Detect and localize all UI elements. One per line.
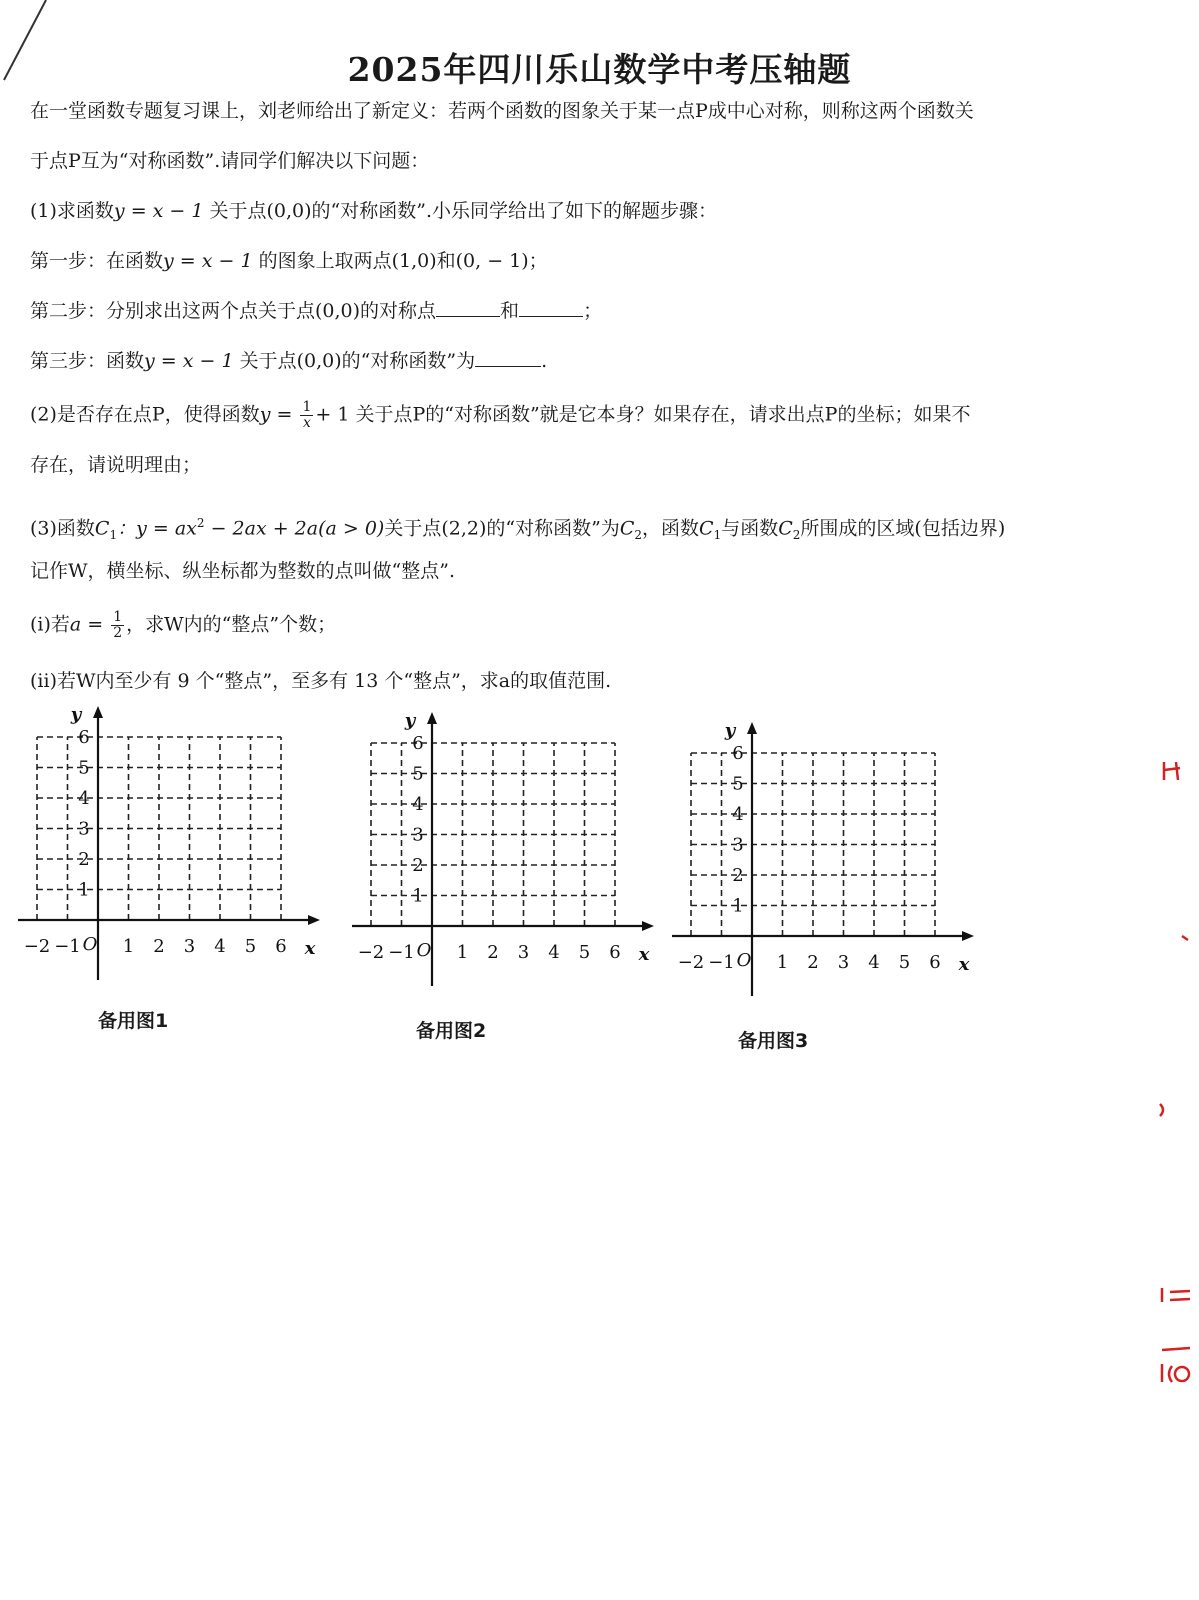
y-axis-arrow bbox=[747, 722, 757, 734]
origin-label: O bbox=[416, 940, 432, 961]
q1-stem-b: 关于点(0,0)的“对称函数”.小乐同学给出了如下的解题步骤： bbox=[203, 200, 718, 222]
q2-fn-y: y = bbox=[259, 403, 299, 426]
q3-c1-sub: 1 bbox=[109, 528, 118, 543]
q1-function: y = x − 1 bbox=[113, 200, 204, 222]
x-tick-label: 6 bbox=[275, 936, 287, 957]
q3-c2-again: C bbox=[778, 517, 793, 540]
x-tick-label: 5 bbox=[578, 942, 591, 963]
q3-stem-b: 关于点(2,2)的“对称函数”为 bbox=[384, 517, 620, 540]
y-tick-label: 2 bbox=[78, 849, 90, 870]
q3-c1-sub-again: 1 bbox=[713, 528, 722, 543]
origin-label: O bbox=[82, 934, 98, 955]
question-2 bbox=[30, 400, 970, 431]
qi-stem-b: ，求W内的“整点”个数； bbox=[126, 613, 337, 636]
question-1-stem bbox=[30, 198, 717, 224]
q1-step-3 bbox=[30, 348, 547, 374]
q3-c2: C bbox=[619, 517, 635, 540]
y-axis-label: y bbox=[70, 704, 82, 725]
intro-line-1: 在一堂函数专题复习课上，刘老师给出了新定义：若两个函数的图象关于某一点P成中心对称，则称这两个函数关 bbox=[30, 100, 974, 122]
q2-stem-b: 关于点P的“对称函数”就是它本身？如果存在，请求出点P的坐标；如果不 bbox=[349, 403, 971, 426]
q1-step-2 bbox=[30, 298, 602, 324]
question-3-i bbox=[30, 610, 336, 641]
q3-c1-again: C bbox=[699, 517, 714, 540]
page-title: 2025年四川乐山数学中考压轴题 bbox=[347, 50, 852, 89]
intro-line-2: 于点P互为“对称函数”.请同学们解决以下问题： bbox=[30, 150, 430, 172]
grid-svg bbox=[348, 706, 658, 996]
qi-frac-den: 2 bbox=[113, 625, 123, 641]
y-axis-arrow bbox=[427, 712, 437, 724]
y-tick-label: 6 bbox=[78, 727, 90, 748]
y-tick-label: 3 bbox=[732, 834, 744, 856]
y-tick-label: 1 bbox=[78, 879, 90, 901]
grid-svg bbox=[668, 716, 978, 1006]
y-tick-label: 2 bbox=[732, 865, 744, 886]
x-tick-label: −1 bbox=[388, 942, 415, 963]
qi-var: a = bbox=[69, 613, 110, 636]
y-axis-label: y bbox=[724, 720, 736, 741]
step3-text: 关于点(0,0)的“对称函数”为 bbox=[233, 350, 476, 372]
q3-stem-e: 所围成的区域(包括边界) bbox=[800, 517, 1006, 540]
qi-fraction bbox=[111, 610, 124, 641]
q1-stem-a: (1)求函数 bbox=[30, 200, 114, 222]
q3-stem-a: (3)函数 bbox=[30, 517, 95, 540]
x-tick-label: 4 bbox=[214, 936, 226, 957]
answer-blank-1 bbox=[436, 298, 500, 317]
y-tick-label: 6 bbox=[732, 743, 744, 764]
qi-stem-a: (i)若 bbox=[30, 613, 70, 636]
question-3-line-2: 记作W，横坐标、纵坐标都为整数的点叫做“整点”. bbox=[30, 560, 455, 582]
step1-function: y = x − 1 bbox=[163, 250, 253, 272]
x-tick-label: 4 bbox=[868, 952, 880, 973]
q3-c2-sub-again: 2 bbox=[792, 528, 801, 543]
y-tick-label: 1 bbox=[732, 895, 744, 917]
question-3 bbox=[30, 510, 1005, 548]
coordinate-grid-2 bbox=[348, 706, 658, 1000]
x-axis-arrow bbox=[962, 931, 974, 941]
q3-c1: C bbox=[94, 517, 110, 540]
question-2-line-2: 存在，请说明理由； bbox=[30, 454, 202, 476]
x-axis-label: x bbox=[638, 944, 650, 965]
x-tick-label: 5 bbox=[898, 952, 911, 973]
q2-frac-den: x bbox=[302, 415, 311, 431]
y-tick-label: 2 bbox=[412, 855, 424, 876]
graph-caption-1: 备用图1 bbox=[98, 1010, 169, 1032]
step3-label: 第三步：函数 bbox=[30, 350, 145, 372]
x-tick-label: −2 bbox=[23, 936, 51, 957]
x-tick-label: −2 bbox=[677, 952, 705, 973]
q3-fn-tail: − 2ax + 2a(a > 0) bbox=[204, 517, 385, 540]
y-tick-label: 4 bbox=[732, 804, 744, 825]
qi-frac-num: 1 bbox=[113, 609, 123, 625]
step3-end: . bbox=[541, 350, 548, 372]
x-tick-label: 4 bbox=[548, 942, 560, 963]
q2-fraction bbox=[300, 400, 313, 431]
y-tick-label: 1 bbox=[412, 885, 424, 907]
question-3-ii: (ii)若W内至少有 9 个“整点”，至多有 13 个“整点”，求a的取值范围. bbox=[30, 670, 612, 692]
x-tick-label: −1 bbox=[708, 952, 735, 973]
step1-label: 第一步：在函数 bbox=[30, 250, 164, 272]
y-tick-label: 5 bbox=[732, 773, 744, 795]
y-axis-label: y bbox=[404, 710, 416, 731]
x-tick-label: 2 bbox=[153, 936, 165, 957]
step1-text: 的图象上取两点(1,0)和(0, − 1)； bbox=[252, 250, 548, 272]
x-axis-label: x bbox=[958, 954, 970, 975]
q3-c2-sub: 2 bbox=[634, 528, 642, 543]
x-tick-label: 5 bbox=[244, 936, 257, 957]
x-tick-label: 2 bbox=[807, 952, 819, 973]
red-margin-marks bbox=[1150, 740, 1199, 1420]
x-tick-label: 3 bbox=[183, 936, 196, 957]
q2-fn-tail: + 1 bbox=[315, 403, 350, 426]
x-axis-arrow bbox=[308, 915, 320, 925]
x-axis-label: x bbox=[304, 938, 316, 959]
y-tick-label: 3 bbox=[78, 818, 90, 840]
x-tick-label: 1 bbox=[122, 936, 135, 957]
q2-frac-num: 1 bbox=[302, 399, 312, 415]
answer-blank-2 bbox=[519, 298, 583, 317]
q3-fn-sup: 2 bbox=[196, 516, 205, 530]
x-tick-label: 6 bbox=[609, 942, 621, 963]
x-axis-arrow bbox=[642, 921, 654, 931]
q1-step-1 bbox=[30, 248, 548, 274]
x-tick-label: −1 bbox=[54, 936, 81, 957]
y-tick-label: 6 bbox=[412, 733, 424, 754]
grid-svg bbox=[14, 700, 324, 990]
x-tick-label: 3 bbox=[517, 942, 530, 963]
coordinate-grid-3 bbox=[668, 716, 978, 1010]
y-tick-label: 4 bbox=[78, 788, 90, 809]
step3-function: y = x − 1 bbox=[144, 350, 234, 372]
graph-caption-2: 备用图2 bbox=[416, 1020, 487, 1042]
y-tick-label: 4 bbox=[412, 794, 424, 815]
q3-function: ：y = ax bbox=[117, 517, 197, 540]
coordinate-grid-1 bbox=[14, 700, 324, 994]
step2-text: 第二步：分别求出这两个点关于点(0,0)的对称点 bbox=[30, 300, 437, 322]
origin-label: O bbox=[736, 950, 752, 971]
y-tick-label: 3 bbox=[412, 824, 424, 846]
y-tick-label: 5 bbox=[78, 757, 90, 779]
answer-blank-3 bbox=[475, 348, 541, 367]
y-tick-label: 5 bbox=[412, 763, 424, 785]
q3-stem-d: 与函数 bbox=[721, 517, 779, 540]
step2-and: 和 bbox=[500, 300, 520, 322]
step2-end: ； bbox=[583, 300, 603, 322]
x-tick-label: 2 bbox=[487, 942, 499, 963]
q2-stem-a: (2)是否存在点P，使得函数 bbox=[30, 403, 260, 426]
x-tick-label: 3 bbox=[837, 952, 850, 973]
q3-stem-c: ，函数 bbox=[642, 517, 700, 540]
x-tick-label: 6 bbox=[929, 952, 941, 973]
x-tick-label: −2 bbox=[357, 942, 385, 963]
y-axis-arrow bbox=[93, 706, 103, 718]
x-tick-label: 1 bbox=[456, 942, 469, 963]
graph-caption-3: 备用图3 bbox=[738, 1030, 809, 1052]
x-tick-label: 1 bbox=[776, 952, 789, 973]
